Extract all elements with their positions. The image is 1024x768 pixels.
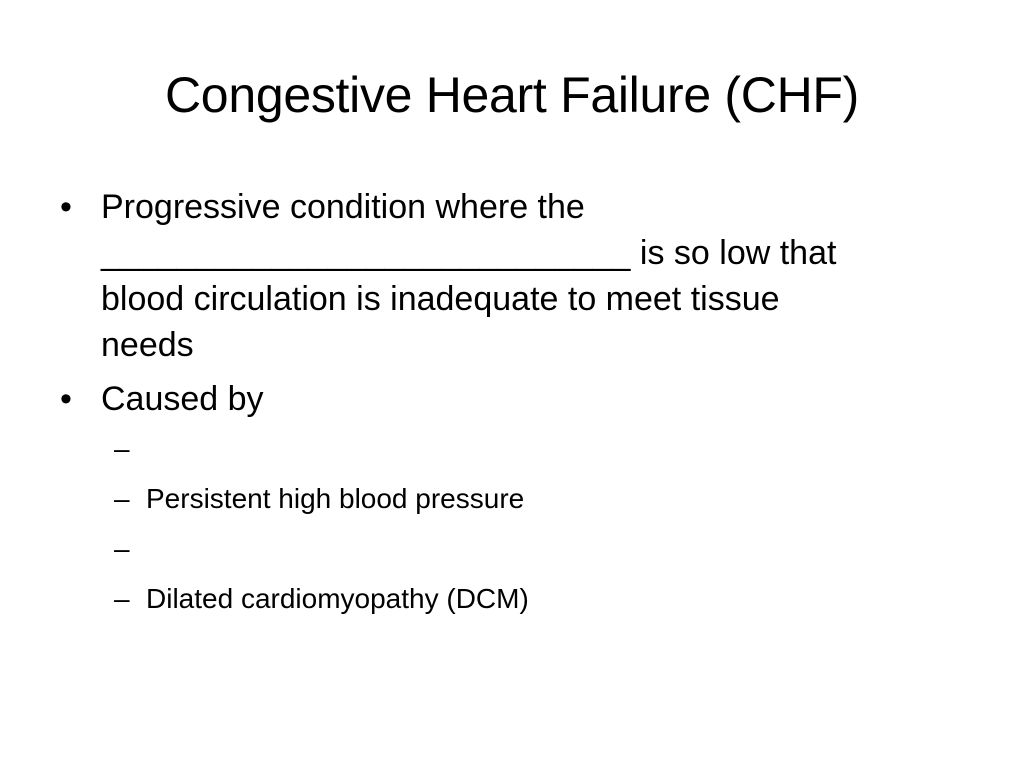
slide-body — [60, 184, 940, 630]
sub-bullet-item-dcm — [60, 580, 940, 618]
bullet-marker: • — [60, 380, 72, 418]
sub-bullet-marker: – — [114, 533, 130, 564]
bullet-marker: • — [60, 188, 72, 226]
fill-in-blank: ____________________________ — [101, 234, 631, 272]
bullet-item-definition — [60, 184, 940, 368]
sub-bullet-item-high-blood-pressure — [60, 480, 940, 518]
sub-bullet-marker: – — [114, 583, 130, 614]
bullet-text-line: Progressive condition where the — [101, 188, 585, 226]
sub-bullet-marker: – — [114, 483, 130, 514]
bullet-item-causes — [60, 376, 940, 422]
sub-bullet-item-blank — [60, 430, 940, 468]
sub-bullet-marker: – — [114, 433, 130, 464]
slide-title: Congestive Heart Failure (CHF) — [165, 67, 859, 123]
sub-bullet-item-blank — [60, 530, 940, 568]
bullet-text-line: blood circulation is inadequate to meet tissue — [101, 280, 780, 318]
bullet-text — [101, 184, 939, 368]
sub-bullet-text: Dilated cardiomyopathy (DCM) — [146, 583, 529, 614]
bullet-text-line: is so low that — [630, 234, 837, 272]
bullet-text: Caused by — [101, 380, 264, 418]
bullet-text-line: needs — [101, 326, 194, 364]
sub-bullet-list — [60, 430, 940, 618]
sub-bullet-text: Persistent high blood pressure — [146, 483, 525, 514]
